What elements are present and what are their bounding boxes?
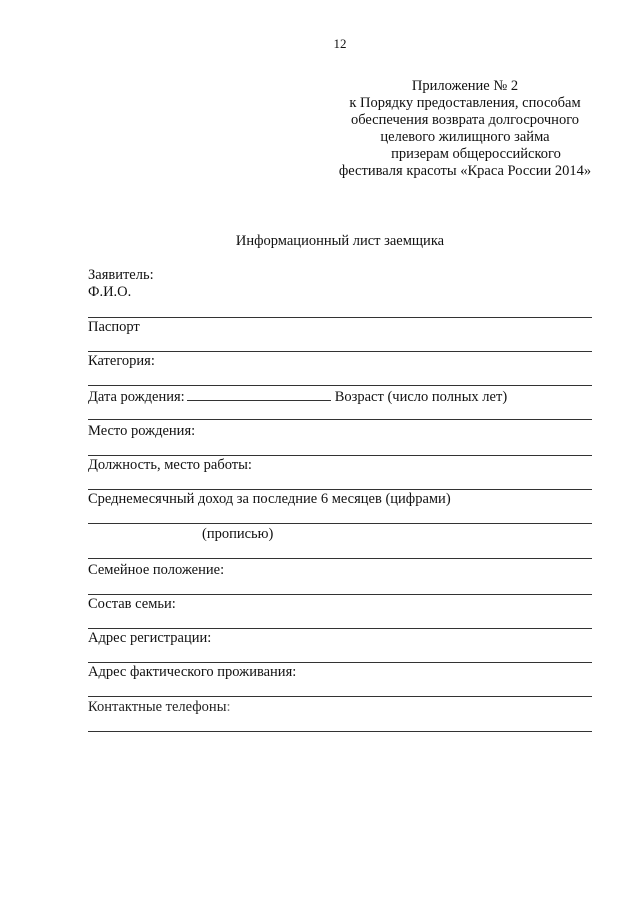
phones-colon: : [226, 699, 231, 715]
reg-address-label: Адрес регистрации: [88, 630, 212, 646]
income-label: Среднемесячный доход за последние 6 месяцев (цифрами) [88, 491, 451, 507]
income-words-line [88, 558, 592, 559]
position-label: Должность, место работы: [88, 457, 252, 473]
marital-status-line [88, 594, 592, 595]
page-number: 12 [333, 36, 347, 51]
phones-label: Контактные телефоны [88, 699, 227, 715]
fio-line [88, 317, 592, 318]
applicant-label: Заявитель: [88, 267, 154, 283]
marital-status-label: Семейное положение: [88, 562, 225, 578]
actual-address-label: Адрес фактического проживания: [88, 664, 297, 680]
appendix-line: фестиваля красоты «Краса России 2014» [338, 163, 592, 179]
passport-label: Паспорт [88, 319, 140, 335]
reg-address-line [88, 662, 592, 663]
birth-date-blank [187, 388, 331, 401]
appendix-line: обеспечения возврата долгосрочного [350, 112, 580, 128]
phones-row [88, 699, 230, 716]
category-label: Категория: [88, 353, 155, 369]
actual-address-line [88, 696, 592, 697]
applicant-block [88, 267, 154, 301]
appendix-line: целевого жилищного займа [380, 129, 550, 145]
appendix-header [300, 78, 630, 180]
birth-place-label: Место рождения: [88, 423, 196, 439]
appendix-number: Приложение № 2 [411, 78, 519, 94]
birth-date-line [88, 419, 592, 420]
passport-line [88, 351, 592, 352]
income-line [88, 523, 592, 524]
form-title: Информационный лист заемщика [235, 233, 445, 249]
birth-date-row [88, 388, 507, 406]
family-label: Состав семьи: [88, 596, 176, 612]
appendix-line: призерам общероссийского [391, 146, 561, 162]
fio-label: Ф.И.О. [88, 284, 132, 300]
age-label: Возраст (число полных лет) [334, 389, 508, 405]
family-line [88, 628, 592, 629]
birth-date-label: Дата рождения: [88, 389, 185, 405]
income-words-label: (прописью) [202, 526, 274, 542]
birth-place-line [88, 455, 592, 456]
category-line [88, 385, 592, 386]
appendix-line: к Порядку предоставления, способам [349, 95, 581, 111]
position-line [88, 489, 592, 490]
phones-line [88, 731, 592, 732]
